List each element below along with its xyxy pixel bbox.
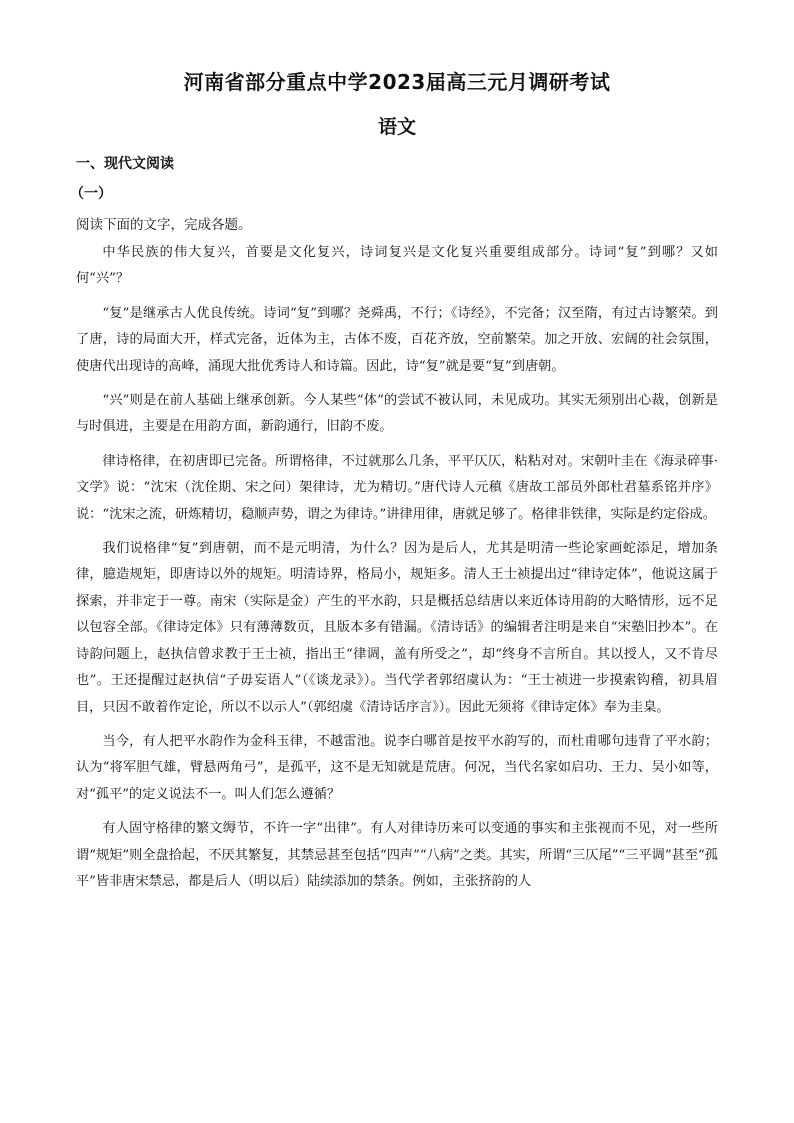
reading-instruction: 阅读下面的文字，完成各题。 (76, 217, 252, 233)
article-body (76, 240, 718, 903)
section-heading: 一、现代文阅读 (76, 156, 174, 172)
document-subtitle: 语文 (377, 116, 416, 138)
paragraph: 我们说格律“复”到唐朝，而不是元明清，为什么？因为是后人，尤其是明清一些论家画蛇添足，增加条律，臆造规矩，即唐诗以外的规矩。明清诗界，格局小，规矩多。清人王士祯提出过“律诗定体”，他说这属于探索，并非定于一尊。南宋（实际是金）产生的平水韵，只是概括总结唐以来近体诗用韵的大略情形，远不足以包容全部。《律诗定体》只有薄薄数页，且版本多有错漏。《清诗话》的编辑者注明是来自“宋塾旧抄本”。在诗韵问题上，赵执信曾求教于王士祯，指出王“律调，盖有所受之”，却“终身不言所自。其以授人，又不肯尽也”。王还提醒过赵执信“子毋妄语人”（《谈龙录》）。当代学者郭绍虞认为：“王士祯进一步摸索钩稽，初具眉目，只因不敢着作定论，所以不以示人”（郭绍虞《清诗话序言》）。因此无须将《律诗定体》奉为圭臬。 (76, 541, 718, 715)
paragraph: 当今，有人把平水韵作为金科玉律，不越雷池。说李白哪首是按平水韵写的，而杜甫哪句违背了平水韵；认为“将军胆气雄，臂悬两角弓”，是孤平，这不是无知就是荒唐。何况，当代名家如启功、王力、吴小如等，对“孤平”的定义说法不一。叫人们怎么遵循？ (76, 733, 718, 802)
document-title: 河南省部分重点中学2023届高三元月调研考试 (183, 70, 611, 94)
paragraph: 有人固守格律的繁文缛节，不许一字“出律”。有人对律诗历来可以变通的事实和主张视而不见，对一些所谓“规矩”则全盘拾起，不厌其繁复，其禁忌甚至包括“四声”“八病”之类。其实，所谓“三仄尾”“三平调”甚至“孤平”皆非唐宋禁忌，都是后人（明以后）陆续添加的禁条。例如，主张挤韵的人 (76, 821, 718, 889)
paragraph: “复”是继承古人优良传统。诗词“复”到哪？尧舜禹，不行；《诗经》，不完备；汉至隋，有过古诗繁荣。到了唐，诗的局面大开，样式完备，近体为主，古体不废，百花齐放，空前繁荣。加之开放、宏阔的社会氛围，使唐代出现诗的高峰，涌现大批优秀诗人和诗篇。因此，诗“复”就是要“复”到唐朝。 (76, 305, 718, 374)
paragraph: 律诗格律，在初唐即已完备。所谓格律，不过就那么几条，平平仄仄，粘粘对对。宋朝叶圭在《海录碎事·文学》说：“沈宋（沈佺期、宋之问）架律诗，尤为精切。”唐代诗人元稹《唐故工部员外郎杜君墓系铭并序》说：“沈宋之流，研炼精切，稳顺声势，谓之为律诗。”讲律用律，唐就足够了。格律非铁律，实际是约定俗成。 (76, 453, 718, 522)
subsection-heading: （一） (70, 186, 112, 202)
paragraph: 中华民族的伟大复兴，首要是文化复兴，诗词复兴是文化复兴重要组成部分。诗词“复”到哪？又如何“兴”？ (76, 245, 718, 287)
paragraph: “兴”则是在前人基础上继承创新。今人某些“体”的尝试不被认同，未见成功。其实无须别出心裁，创新是与时俱进，主要是在用韵方面，新韵通行，旧韵不废。 (76, 393, 718, 435)
